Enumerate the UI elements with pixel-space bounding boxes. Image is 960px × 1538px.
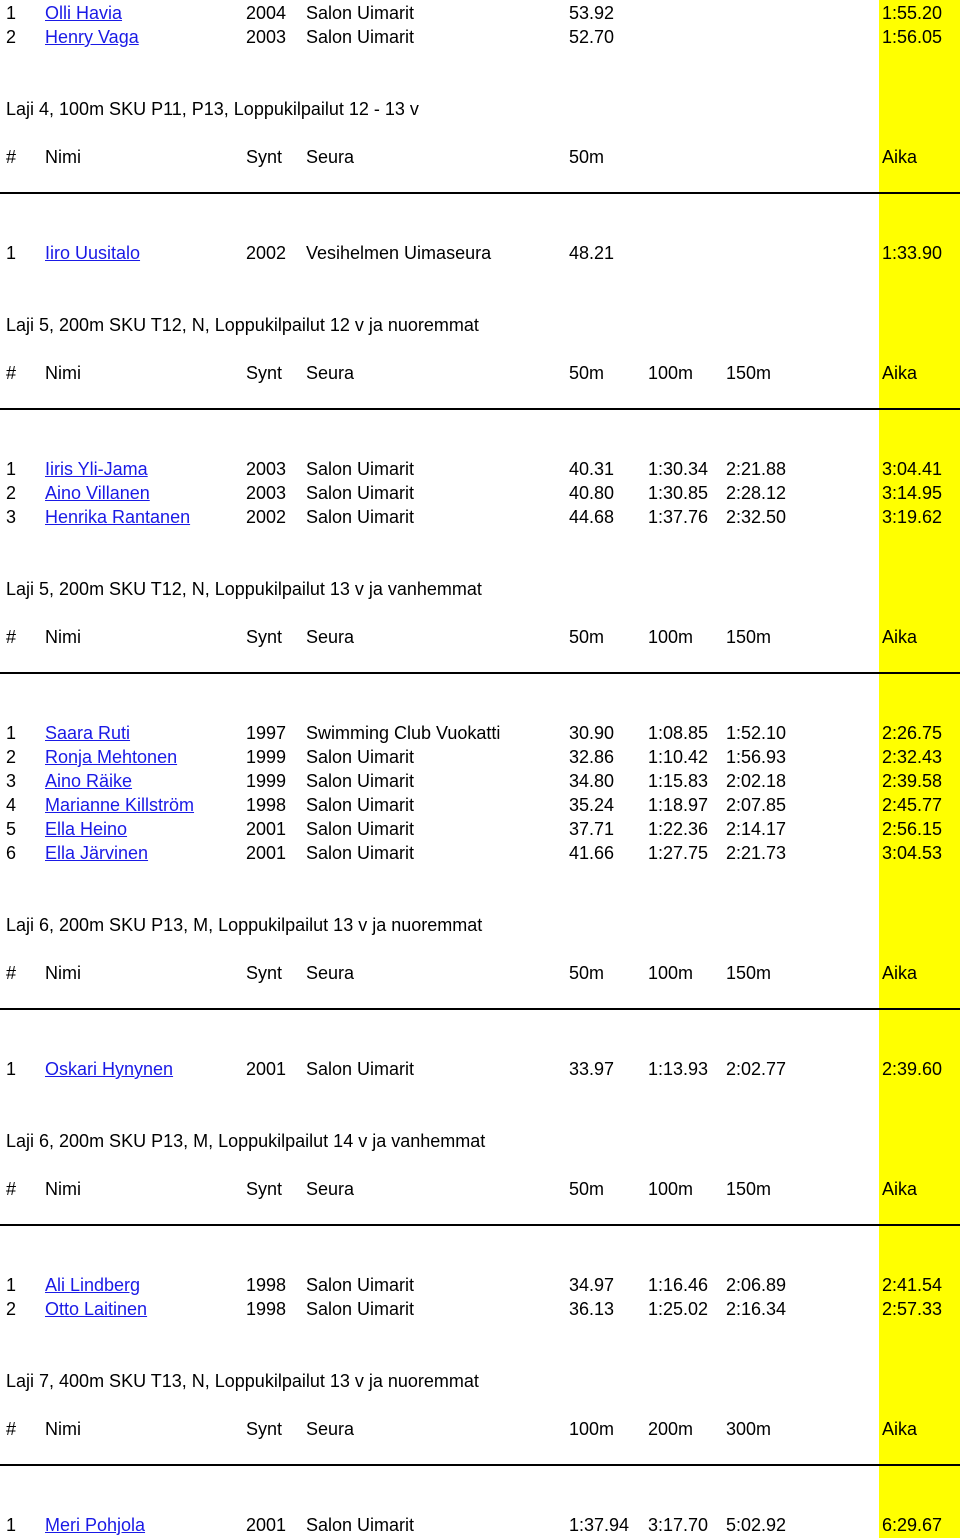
- header-split-2: 100m: [648, 1179, 694, 1199]
- final-time: 2:41.54: [882, 1275, 943, 1295]
- header-divider-line: [0, 672, 960, 674]
- header-divider-line: [0, 1224, 960, 1226]
- swimmer-name: [45, 241, 140, 265]
- section-title: Laji 4, 100m SKU P11, P13, Loppukilpailut 12 - 13 v: [6, 99, 419, 119]
- swimmer-name: [45, 1273, 140, 1297]
- split-3: 2:21.73: [726, 843, 787, 863]
- swimmer-name-link[interactable]: Henrika Rantanen: [45, 507, 191, 527]
- header-placing: #: [6, 627, 17, 647]
- final-time: 3:04.41: [882, 459, 943, 479]
- swimmer-name: [45, 481, 150, 505]
- header-split-2: 100m: [648, 627, 694, 647]
- header-club: Seura: [306, 627, 355, 647]
- header-club: Seura: [306, 1419, 355, 1439]
- header-split-2: 100m: [648, 363, 694, 383]
- birth-year: 1997: [246, 723, 287, 743]
- club: Salon Uimarit: [306, 1059, 415, 1079]
- swimmer-name: [45, 769, 132, 793]
- club: Salon Uimarit: [306, 27, 415, 47]
- split-1: 32.86: [569, 747, 615, 767]
- split-3: 5:02.92: [726, 1515, 787, 1535]
- split-2: 1:37.76: [648, 507, 709, 527]
- final-time: 2:45.77: [882, 795, 943, 815]
- result-row: [0, 769, 960, 793]
- split-3: 1:56.93: [726, 747, 787, 767]
- split-3: 2:14.17: [726, 819, 787, 839]
- placing: 1: [6, 3, 17, 23]
- placing: 2: [6, 483, 17, 503]
- section-title-row: [0, 313, 960, 337]
- split-1: 37.71: [569, 819, 615, 839]
- split-3: 2:28.12: [726, 483, 787, 503]
- result-row: [0, 817, 960, 841]
- section-title-row: [0, 97, 960, 121]
- header-split-1: 50m: [569, 363, 605, 383]
- header-final-time: Aika: [882, 147, 918, 167]
- birth-year: 1998: [246, 1299, 287, 1319]
- split-1: 34.80: [569, 771, 615, 791]
- split-2: 1:10.42: [648, 747, 709, 767]
- final-time: 3:14.95: [882, 483, 943, 503]
- final-time: 6:29.67: [882, 1515, 943, 1535]
- column-header-row: [0, 1417, 960, 1441]
- club: Salon Uimarit: [306, 459, 415, 479]
- split-2: 1:08.85: [648, 723, 709, 743]
- placing: 1: [6, 243, 17, 263]
- split-3: 2:02.77: [726, 1059, 787, 1079]
- split-1: 36.13: [569, 1299, 615, 1319]
- header-swimmer-name: Nimi: [45, 1179, 81, 1199]
- header-placing: #: [6, 147, 17, 167]
- split-1: 53.92: [569, 3, 615, 23]
- swimmer-name: [45, 721, 130, 745]
- club: Salon Uimarit: [306, 843, 415, 863]
- column-header-row: [0, 145, 960, 169]
- club: Swimming Club Vuokatti: [306, 723, 501, 743]
- swimmer-name-link[interactable]: Ella Heino: [45, 819, 128, 839]
- birth-year: 1999: [246, 747, 287, 767]
- header-swimmer-name: Nimi: [45, 963, 81, 983]
- section-title: Laji 6, 200m SKU P13, M, Loppukilpailut 13 v ja nuoremmat: [6, 915, 483, 935]
- header-birth-year: Synt: [246, 963, 283, 983]
- final-time: 1:55.20: [882, 3, 943, 23]
- split-1: 48.21: [569, 243, 615, 263]
- swimmer-name-link[interactable]: Aino Villanen: [45, 483, 150, 503]
- swimmer-name: [45, 793, 194, 817]
- placing: 2: [6, 1299, 17, 1319]
- header-placing: #: [6, 1419, 17, 1439]
- placing: 3: [6, 507, 17, 527]
- placing: 2: [6, 747, 17, 767]
- swimmer-name: [45, 457, 148, 481]
- section-title-row: [0, 577, 960, 601]
- swimmer-name-link[interactable]: Otto Laitinen: [45, 1299, 148, 1319]
- header-final-time: Aika: [882, 363, 918, 383]
- header-final-time: Aika: [882, 963, 918, 983]
- placing: 5: [6, 819, 17, 839]
- split-1: 1:37.94: [569, 1515, 630, 1535]
- split-1: 40.31: [569, 459, 615, 479]
- split-2: 1:18.97: [648, 795, 709, 815]
- club: Salon Uimarit: [306, 3, 415, 23]
- final-time: 1:33.90: [882, 243, 943, 263]
- result-row: [0, 25, 960, 49]
- placing: 1: [6, 459, 17, 479]
- header-split-1: 50m: [569, 627, 605, 647]
- swimmer-name: [45, 745, 177, 769]
- header-divider-line: [0, 1008, 960, 1010]
- split-3: 2:21.88: [726, 459, 787, 479]
- club: Salon Uimarit: [306, 1299, 415, 1319]
- final-time: 2:39.60: [882, 1059, 943, 1079]
- birth-year: 2002: [246, 507, 287, 527]
- placing: 4: [6, 795, 17, 815]
- header-final-time: Aika: [882, 1419, 918, 1439]
- birth-year: 2002: [246, 243, 287, 263]
- split-1: 41.66: [569, 843, 615, 863]
- header-birth-year: Synt: [246, 147, 283, 167]
- header-birth-year: Synt: [246, 1179, 283, 1199]
- placing: 1: [6, 1059, 17, 1079]
- section-title: Laji 6, 200m SKU P13, M, Loppukilpailut 14 v ja vanhemmat: [6, 1131, 486, 1151]
- result-row: [0, 1057, 960, 1081]
- split-2: 1:16.46: [648, 1275, 709, 1295]
- header-split-3: 150m: [726, 963, 772, 983]
- final-time: 2:57.33: [882, 1299, 943, 1319]
- club: Vesihelmen Uimaseura: [306, 243, 492, 263]
- section-title: Laji 7, 400m SKU T13, N, Loppukilpailut 13 v ja nuoremmat: [6, 1371, 479, 1391]
- swimmer-name: [45, 841, 148, 865]
- split-3: 2:02.18: [726, 771, 787, 791]
- final-time: 2:56.15: [882, 819, 943, 839]
- swimmer-name-link[interactable]: Iiris Yli-Jama: [45, 459, 148, 479]
- club: Salon Uimarit: [306, 483, 415, 503]
- header-divider-line: [0, 192, 960, 194]
- final-time: 3:19.62: [882, 507, 943, 527]
- split-1: 33.97: [569, 1059, 615, 1079]
- club: Salon Uimarit: [306, 819, 415, 839]
- split-3: 2:07.85: [726, 795, 787, 815]
- split-1: 35.24: [569, 795, 615, 815]
- split-2: 3:17.70: [648, 1515, 709, 1535]
- split-2: 1:15.83: [648, 771, 709, 791]
- header-swimmer-name: Nimi: [45, 147, 81, 167]
- section-title: Laji 5, 200m SKU T12, N, Loppukilpailut 12 v ja nuoremmat: [6, 315, 479, 335]
- header-swimmer-name: Nimi: [45, 627, 81, 647]
- placing: 6: [6, 843, 17, 863]
- birth-year: 1999: [246, 771, 287, 791]
- birth-year: 2004: [246, 3, 287, 23]
- split-1: 52.70: [569, 27, 615, 47]
- header-birth-year: Synt: [246, 1419, 283, 1439]
- result-row: [0, 745, 960, 769]
- header-club: Seura: [306, 147, 355, 167]
- swimmer-name-link[interactable]: Meri Pohjola: [45, 1515, 146, 1535]
- swimmer-name-link[interactable]: Aino Räike: [45, 771, 133, 791]
- header-final-time: Aika: [882, 1179, 918, 1199]
- swimmer-name-link[interactable]: Oskari Hynynen: [45, 1059, 174, 1079]
- result-row: [0, 481, 960, 505]
- header-club: Seura: [306, 363, 355, 383]
- header-split-1: 50m: [569, 147, 605, 167]
- result-row: [0, 457, 960, 481]
- split-2: 1:13.93: [648, 1059, 709, 1079]
- header-split-3: 300m: [726, 1419, 772, 1439]
- club: Salon Uimarit: [306, 1515, 415, 1535]
- swimmer-name: [45, 25, 139, 49]
- result-row: [0, 841, 960, 865]
- header-divider-line: [0, 1464, 960, 1466]
- column-header-row: [0, 961, 960, 985]
- header-split-3: 150m: [726, 1179, 772, 1199]
- swimmer-name-link[interactable]: Ronja Mehtonen: [45, 747, 178, 767]
- result-row: [0, 505, 960, 529]
- header-club: Seura: [306, 1179, 355, 1199]
- split-3: 2:32.50: [726, 507, 787, 527]
- header-swimmer-name: Nimi: [45, 1419, 81, 1439]
- swimmer-name-link[interactable]: Saara Ruti: [45, 723, 131, 743]
- swimmer-name: [45, 1297, 147, 1321]
- final-time: 2:26.75: [882, 723, 943, 743]
- swimmer-name-link[interactable]: Olli Havia: [45, 3, 123, 23]
- placing: 1: [6, 1515, 17, 1535]
- club: Salon Uimarit: [306, 747, 415, 767]
- header-birth-year: Synt: [246, 363, 283, 383]
- swimmer-name: [45, 1057, 173, 1081]
- header-split-2: 200m: [648, 1419, 694, 1439]
- header-placing: #: [6, 1179, 17, 1199]
- header-split-1: 50m: [569, 1179, 605, 1199]
- header-split-1: 50m: [569, 963, 605, 983]
- placing: 1: [6, 1275, 17, 1295]
- column-header-row: [0, 625, 960, 649]
- split-1: 30.90: [569, 723, 615, 743]
- split-2: 1:30.85: [648, 483, 709, 503]
- club: Salon Uimarit: [306, 1275, 415, 1295]
- header-divider-line: [0, 408, 960, 410]
- final-time: 2:39.58: [882, 771, 943, 791]
- split-2: 1:22.36: [648, 819, 709, 839]
- final-time: 2:32.43: [882, 747, 943, 767]
- swimmer-name-link[interactable]: Marianne Killström: [45, 795, 195, 815]
- placing: 2: [6, 27, 17, 47]
- birth-year: 2001: [246, 843, 287, 863]
- club: Salon Uimarit: [306, 507, 415, 527]
- final-time: 1:56.05: [882, 27, 943, 47]
- final-time: 3:04.53: [882, 843, 943, 863]
- header-split-3: 150m: [726, 627, 772, 647]
- split-2: 1:27.75: [648, 843, 709, 863]
- header-club: Seura: [306, 963, 355, 983]
- birth-year: 2001: [246, 819, 287, 839]
- header-birth-year: Synt: [246, 627, 283, 647]
- split-3: 1:52.10: [726, 723, 787, 743]
- birth-year: 1998: [246, 1275, 287, 1295]
- split-2: 1:30.34: [648, 459, 709, 479]
- birth-year: 1998: [246, 795, 287, 815]
- split-1: 40.80: [569, 483, 615, 503]
- birth-year: 2003: [246, 27, 287, 47]
- result-row: [0, 1297, 960, 1321]
- header-final-time: Aika: [882, 627, 918, 647]
- section-title: Laji 5, 200m SKU T12, N, Loppukilpailut 13 v ja vanhemmat: [6, 579, 482, 599]
- swimmer-name: [45, 1513, 145, 1537]
- swimmer-name: [45, 505, 190, 529]
- header-placing: #: [6, 963, 17, 983]
- result-row: [0, 241, 960, 265]
- header-placing: #: [6, 363, 17, 383]
- result-row: [0, 1513, 960, 1537]
- swimmer-name-link[interactable]: Ali Lindberg: [45, 1275, 141, 1295]
- swimmer-name-link[interactable]: Ella Järvinen: [45, 843, 149, 863]
- result-row: [0, 1, 960, 25]
- section-title-row: [0, 913, 960, 937]
- header-split-3: 150m: [726, 363, 772, 383]
- swimmer-name: [45, 1, 122, 25]
- birth-year: 2001: [246, 1059, 287, 1079]
- result-row: [0, 721, 960, 745]
- split-2: 1:25.02: [648, 1299, 709, 1319]
- split-1: 34.97: [569, 1275, 615, 1295]
- swimmer-name-link[interactable]: Iiro Uusitalo: [45, 243, 141, 263]
- header-split-2: 100m: [648, 963, 694, 983]
- birth-year: 2003: [246, 483, 287, 503]
- birth-year: 2001: [246, 1515, 287, 1535]
- placing: 1: [6, 723, 17, 743]
- placing: 3: [6, 771, 17, 791]
- section-title-row: [0, 1129, 960, 1153]
- swimmer-name: [45, 817, 127, 841]
- section-title-row: [0, 1369, 960, 1393]
- swimmer-name-link[interactable]: Henry Vaga: [45, 27, 139, 47]
- split-1: 44.68: [569, 507, 615, 527]
- birth-year: 2003: [246, 459, 287, 479]
- header-swimmer-name: Nimi: [45, 363, 81, 383]
- split-3: 2:16.34: [726, 1299, 787, 1319]
- result-row: [0, 793, 960, 817]
- club: Salon Uimarit: [306, 771, 415, 791]
- result-row: [0, 1273, 960, 1297]
- column-header-row: [0, 361, 960, 385]
- header-split-1: 100m: [569, 1419, 615, 1439]
- column-header-row: [0, 1177, 960, 1201]
- club: Salon Uimarit: [306, 795, 415, 815]
- split-3: 2:06.89: [726, 1275, 787, 1295]
